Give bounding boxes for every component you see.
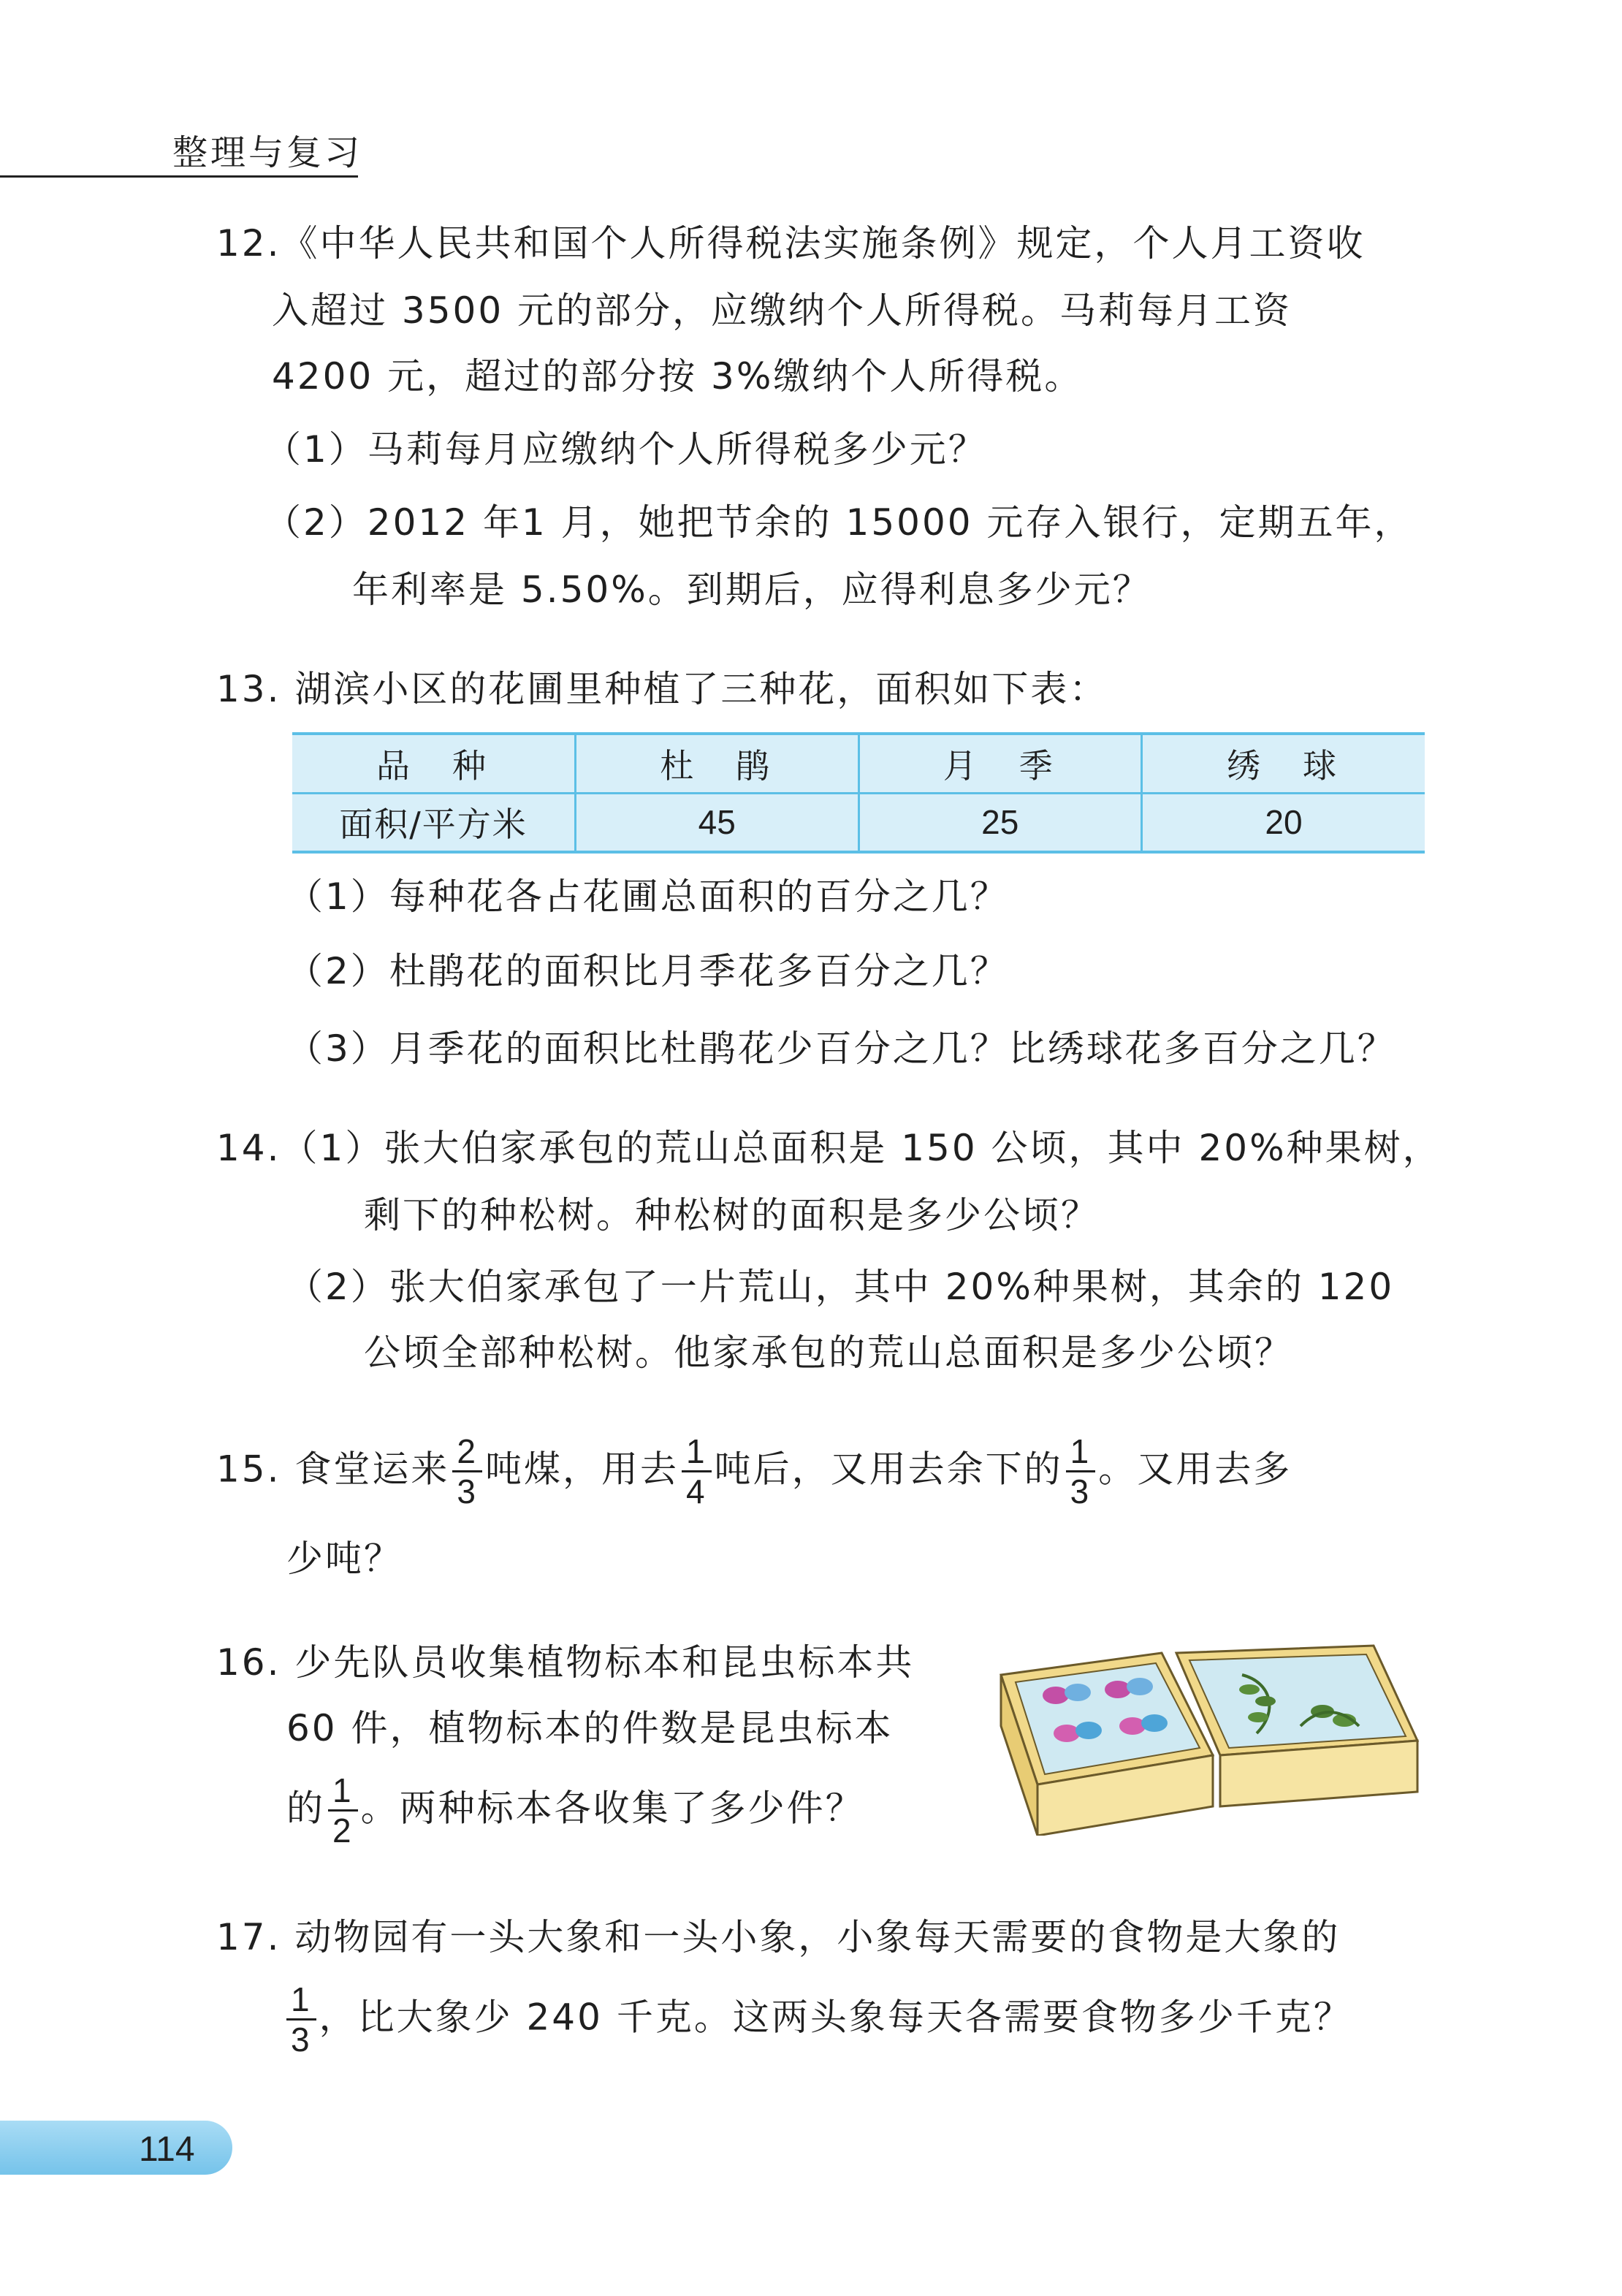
- q15-line-1: [216, 1434, 1292, 1510]
- q13-sub-2: （2）杜鹃花的面积比月季花多百分之几？: [286, 950, 1009, 992]
- q16-text-2: 。两种标本各收集了多少件？: [360, 1787, 864, 1830]
- header-divider: [0, 175, 358, 178]
- fraction-denominator: 2: [332, 1812, 354, 1850]
- q12-line-2: 入超过 3500 元的部分，应缴纳个人所得税。马莉每月工资: [272, 289, 1292, 332]
- q15-text-3: 吨后，又用去余下的: [714, 1448, 1063, 1491]
- table-header-cell: 月 季: [858, 734, 1142, 793]
- fraction-2-3: [452, 1434, 482, 1510]
- fraction-denominator: 3: [1070, 1472, 1092, 1511]
- flower-area-table: [292, 732, 1425, 854]
- fraction-1-2: [328, 1773, 358, 1849]
- q13-sub-1: （1）每种花各占花圃总面积的百分之几？: [286, 875, 1009, 918]
- q14-sub-1-line-1: 14.（1）张大伯家承包的荒山总面积是 150 公顷，其中 20%种果树，: [216, 1127, 1442, 1169]
- fraction-denominator: 3: [457, 1472, 479, 1511]
- q14-sub-1-line-2: 剩下的种松树。种松树的面积是多少公顷？: [364, 1194, 1100, 1236]
- q16-line-3: [286, 1773, 864, 1849]
- q12-sub-1: （1）马莉每月应缴纳个人所得税多少元？: [264, 428, 987, 471]
- specimen-boxes-illustration: [994, 1631, 1425, 1836]
- q12-line-1: 12.《中华人民共和国个人所得税法实施条例》规定，个人月工资收: [216, 222, 1366, 265]
- q15-line-2: 少吨？: [286, 1537, 403, 1580]
- q12-sub-2-line-1: （2）2012 年1 月，她把节余的 15000 元存入银行，定期五年，: [264, 501, 1413, 544]
- q15-text-4: 。又用去多: [1098, 1448, 1292, 1491]
- q17-line-1: 17. 动物园有一头大象和一头小象，小象每天需要的食物是大象的: [216, 1916, 1341, 1958]
- q16-line-2: 60 件，植物标本的件数是昆虫标本: [286, 1707, 894, 1749]
- page-number: 114: [139, 2130, 195, 2169]
- section-title: 整理与复习: [172, 132, 363, 173]
- page-number-tab: [0, 2121, 232, 2175]
- fraction-numerator: 1: [1066, 1434, 1096, 1472]
- q17-line-2: [286, 1982, 1352, 2058]
- q17-text-2: ，比大象少 240 千克。这两头象每天各需要食物多少千克？: [319, 1996, 1352, 2039]
- q14-sub-2-line-1: （2）张大伯家承包了一片荒山，其中 20%种果树，其余的 120: [286, 1266, 1395, 1308]
- table-header-cell: 品 种: [292, 734, 576, 793]
- fraction-1-3: [1066, 1434, 1096, 1510]
- q16-line-1: 16. 少先队员收集植物标本和昆虫标本共: [216, 1641, 915, 1684]
- fraction-numerator: 1: [328, 1773, 358, 1812]
- table-row: [292, 793, 1425, 852]
- table-row-label: 面积/平方米: [292, 793, 576, 852]
- q15-text-2: 吨煤，用去: [485, 1448, 679, 1491]
- q15-text-1: 15. 食堂运来: [216, 1448, 450, 1491]
- table-header-cell: 绣 球: [1142, 734, 1425, 793]
- table-cell: 25: [858, 793, 1142, 852]
- q14-sub-2-line-2: 公顷全部种松树。他家承包的荒山总面积是多少公顷？: [364, 1331, 1293, 1374]
- q13-sub-3: （3）月季花的面积比杜鹃花少百分之几？比绣球花多百分之几？: [286, 1027, 1396, 1070]
- fraction-1-4: [682, 1434, 712, 1510]
- plant-box-glass: [1189, 1654, 1406, 1748]
- fraction-denominator: 3: [291, 2021, 312, 2059]
- table-header-row: [292, 734, 1425, 793]
- fraction-numerator: 2: [452, 1434, 482, 1472]
- q13-intro: 13. 湖滨小区的花圃里种植了三种花，面积如下表：: [216, 668, 1108, 710]
- fraction-numerator: 1: [286, 1982, 316, 2021]
- fraction-1-3: [286, 1982, 316, 2058]
- q12-line-3: 4200 元，超过的部分按 3%缴纳个人所得税。: [272, 355, 1084, 398]
- q12-sub-2-line-2: 年利率是 5.50%。到期后，应得利息多少元？: [352, 569, 1151, 611]
- table-cell: 45: [576, 793, 859, 852]
- fraction-numerator: 1: [682, 1434, 712, 1472]
- table-header-cell: 杜 鹃: [576, 734, 859, 793]
- q16-text-1: 的: [286, 1787, 325, 1830]
- table-cell: 20: [1142, 793, 1425, 852]
- fraction-denominator: 4: [686, 1472, 707, 1511]
